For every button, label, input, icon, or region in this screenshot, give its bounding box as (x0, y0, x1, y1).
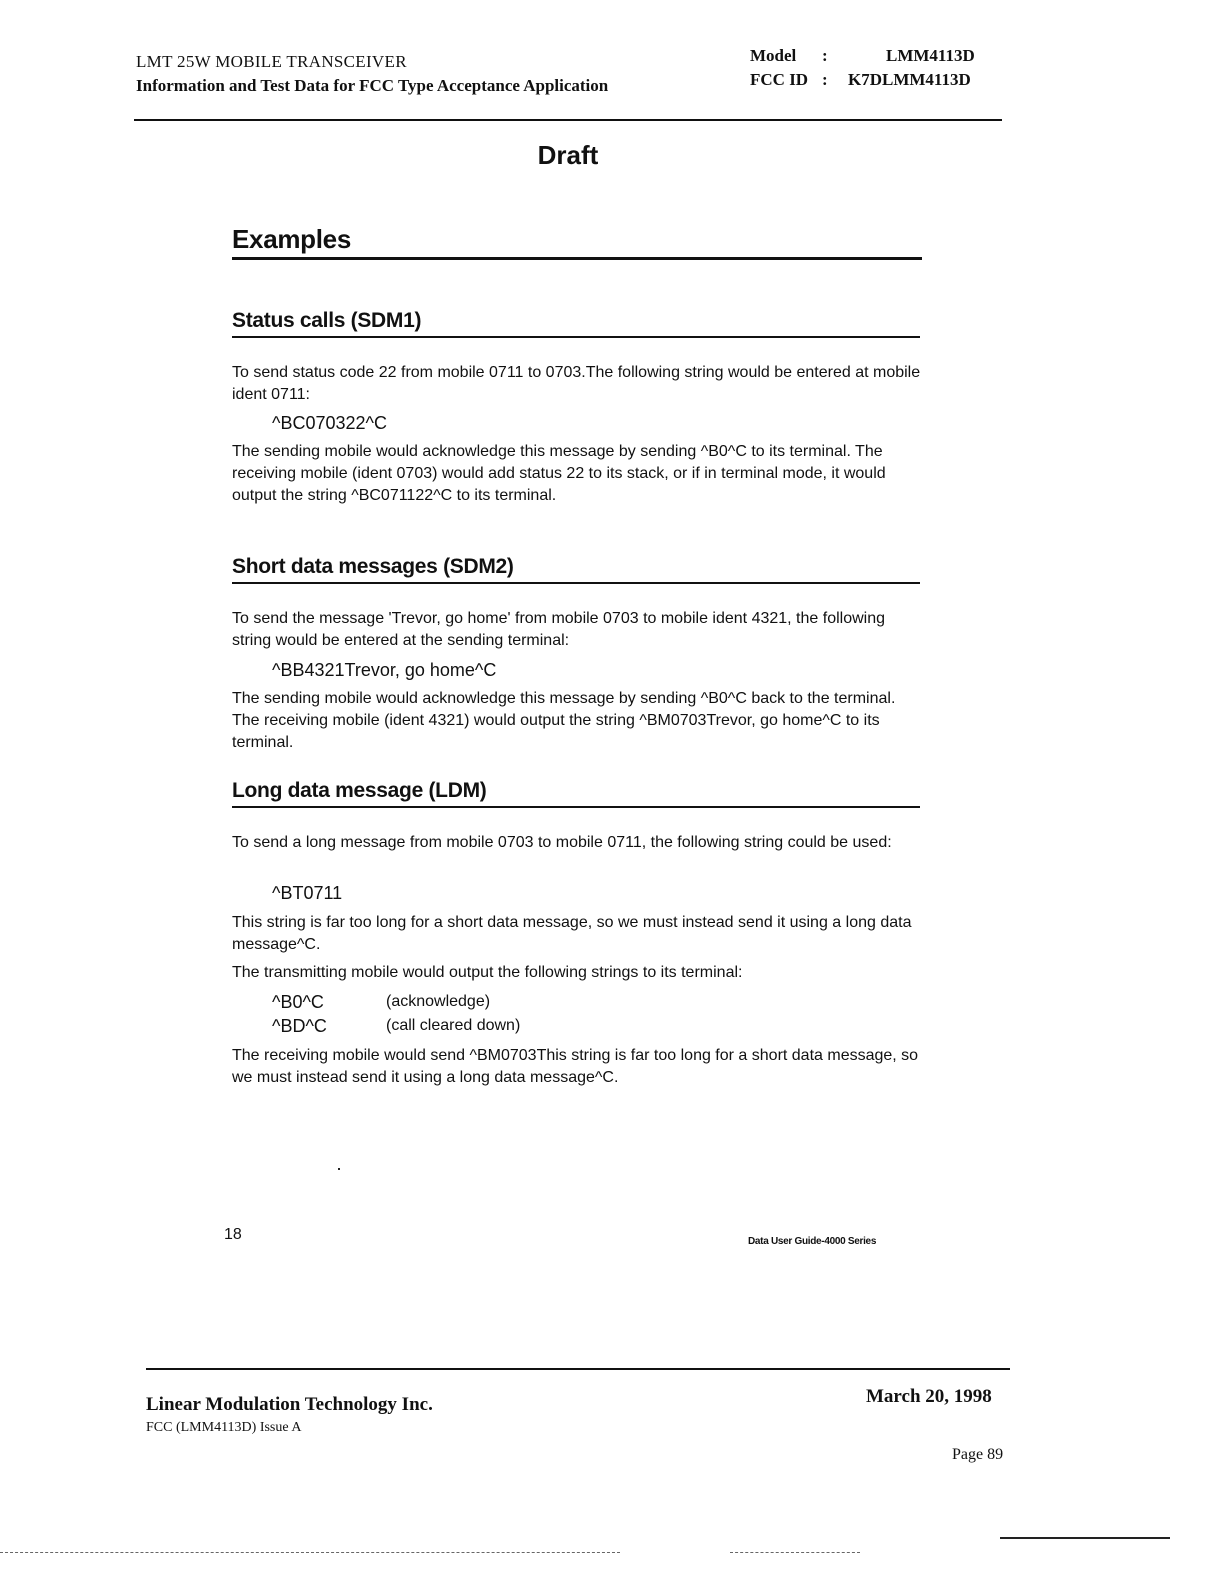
ldm-heading: Long data message (LDM) (232, 779, 487, 802)
sdm1-detail: The sending mobile would acknowledge this message by sending ^B0^C to its terminal. The receiving mobile (ident 0703) would add status 22 to its stack, or if in terminal mode, it would output the string ^BC071122^C to its terminal. (232, 443, 886, 504)
footer-date: March 20, 1998 (866, 1386, 992, 1407)
header-subtitle: Information and Test Data for FCC Type Acceptance Application (136, 76, 609, 95)
output-desc: (call cleared down) (386, 1017, 521, 1034)
footer-company: Linear Modulation Technology Inc. (146, 1394, 433, 1415)
model-sep: : (822, 46, 828, 65)
fcc-label: FCC ID (750, 70, 809, 89)
examples-heading: Examples (232, 224, 352, 254)
scan-artifact-line (730, 1552, 860, 1553)
fcc-row (750, 68, 975, 92)
model-value: LMM4113D (886, 46, 975, 65)
sdm2-heading: Short data messages (SDM2) (232, 555, 514, 578)
ldm-transmit-intro: The transmitting mobile would output the following strings to its terminal: (232, 964, 743, 981)
ldm-intro: To send a long message from mobile 0703 to mobile 0711, the following string could be used: (232, 834, 892, 851)
ldm-rule (232, 806, 920, 808)
output-desc: (acknowledge) (386, 993, 491, 1010)
fcc-value: K7DLMM4113D (848, 70, 971, 89)
guide-title: Data User Guide-4000 Series (748, 1236, 877, 1247)
header-ids (750, 44, 975, 92)
header-title: LMT 25W MOBILE TRANSCEIVER (136, 52, 407, 71)
inner-page-number: 18 (224, 1226, 242, 1243)
model-label: Model (750, 46, 797, 65)
scan-artifact-line (1000, 1537, 1170, 1539)
ldm-detail: This string is far too long for a short data message, so we must instead send it using a long data message^C. (232, 914, 912, 953)
sdm2-detail: The sending mobile would acknowledge this message by sending ^B0^C back to the terminal. The receiving mobile (ident 4321) would output the string ^BM0703Trevor, go home^C to its terminal. (232, 690, 896, 751)
header-rule (134, 119, 1002, 121)
model-row (750, 44, 975, 68)
fcc-sep: : (822, 70, 828, 89)
draft-label: Draft (537, 140, 599, 170)
sdm1-rule (232, 336, 920, 338)
footer-left (146, 1394, 433, 1436)
ldm-outputs (272, 990, 520, 1038)
sdm2-intro: To send the message 'Trevor, go home' from mobile 0703 to mobile ident 4321, the following string would be entered at the sending terminal: (232, 610, 885, 649)
output-code: ^B0^C (272, 992, 324, 1012)
sdm1-heading: Status calls (SDM1) (232, 309, 422, 332)
sdm2-code: ^BB4321Trevor, go home^C (272, 660, 497, 680)
examples-rule (232, 257, 922, 260)
sdm1-intro: To send status code 22 from mobile 0711 to 0703.The following string would be entered at mobile ident 0711: (232, 364, 921, 403)
output-row (272, 990, 520, 1014)
sdm2-rule (232, 582, 920, 584)
scan-speck (338, 1168, 340, 1170)
document-header (136, 50, 608, 98)
footer-page: Page 89 (952, 1446, 1004, 1463)
scan-artifact-line (0, 1552, 620, 1553)
sdm1-code: ^BC070322^C (272, 413, 387, 433)
output-row (272, 1014, 520, 1038)
output-code: ^BD^C (272, 1016, 327, 1036)
ldm-receive: The receiving mobile would send ^BM0703This string is far too long for a short data message, so we must instead send it using a long data message^C. (232, 1047, 919, 1086)
footer-rule (146, 1368, 1010, 1370)
footer-issue: FCC (LMM4113D) Issue A (146, 1420, 302, 1435)
ldm-code: ^BT0711 (272, 883, 343, 903)
